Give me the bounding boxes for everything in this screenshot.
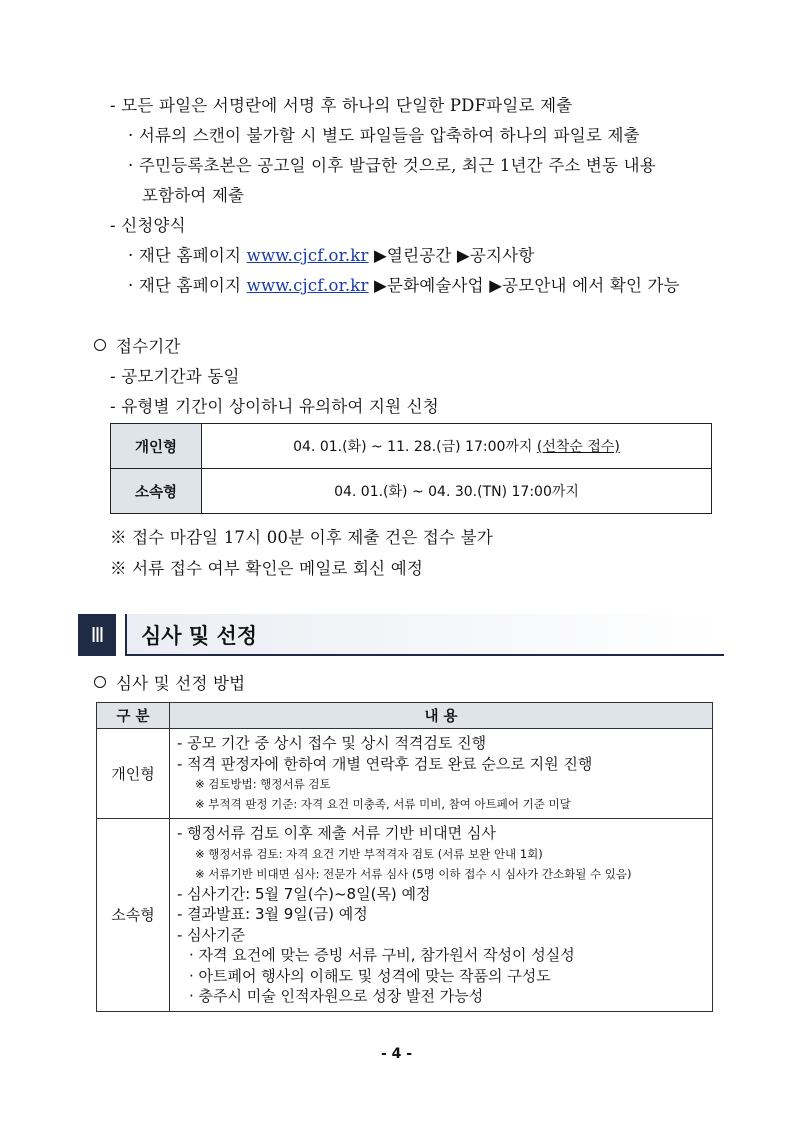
content-affiliated xyxy=(170,819,713,1012)
table-row xyxy=(111,424,712,469)
content-personal xyxy=(170,729,713,819)
period-text: 04. 01.(화) ~ 11. 28.(금) 17:00까지 xyxy=(293,439,537,455)
bullet-resident-record: · 주민등록초본은 공고일 이후 발급한 것으로, 최근 1년간 주소 변동 내용 xyxy=(128,156,656,175)
circle-bullet-icon xyxy=(94,339,106,351)
reception-heading-text: 접수기간 xyxy=(116,337,181,356)
bullet-text: ▶문화예술사업 ▶공모안내 에서 확인 가능 xyxy=(368,276,680,295)
content-line: - 공모 기간 중 상시 접수 및 상시 적격검토 진행 xyxy=(177,734,487,752)
content-line: - 심사기준 xyxy=(177,925,246,944)
circle-bullet-icon xyxy=(94,676,106,688)
reception-note-email: ※ 서류 접수 여부 확인은 메일로 회신 예정 xyxy=(110,559,424,578)
content-note: ※ 검토방법: 행정서류 검토 xyxy=(195,777,331,791)
row-label-personal: 개인형 xyxy=(111,424,202,469)
row-value-affiliated: 04. 01.(화) ~ 04. 30.(TN) 17:00까지 xyxy=(202,469,712,514)
reception-period-table xyxy=(110,423,712,514)
reception-heading xyxy=(94,333,181,357)
section-title-bar xyxy=(125,614,724,656)
homepage-link[interactable]: www.cjcf.or.kr xyxy=(246,276,369,295)
content-line: - 행정서류 검토 이후 제출 서류 기반 비대면 심사 xyxy=(177,824,496,842)
row-value-personal xyxy=(202,424,712,469)
content-line: - 적격 판정자에 한하여 개별 연락후 검토 완료 순으로 지원 진행 xyxy=(177,754,593,773)
section-number: Ⅲ xyxy=(78,614,116,656)
first-come-note: (선착순 접수) xyxy=(536,439,620,455)
section-title: 심사 및 선정 xyxy=(141,624,258,648)
reception-line-1: - 공모기간과 동일 xyxy=(110,367,240,386)
table-row xyxy=(97,729,713,819)
bullet-text: · 재단 홈페이지 xyxy=(128,246,247,265)
table-row xyxy=(97,819,713,1012)
content-note: ※ 부적격 판정 기준: 자격 요건 미충족, 서류 미비, 참여 아트페어 기준 미달 xyxy=(195,797,571,811)
content-note: ※ 서류기반 비대면 심사: 전문가 서류 심사 (5명 이하 접수 시 심사가 간소화될 수 있음) xyxy=(195,866,632,881)
bullet-text: ▶열린공간 ▶공지사항 xyxy=(368,246,535,265)
reception-line-2: - 유형별 기간이 상이하니 유의하여 지원 신청 xyxy=(110,397,439,416)
category-personal: 개인형 xyxy=(97,729,170,819)
criteria-item: · 아트페어 행사의 이해도 및 성격에 맞는 작품의 구성도 xyxy=(189,966,551,985)
bullet-resident-record-cont: 포함하여 제출 xyxy=(142,186,245,205)
column-header-content: 내 용 xyxy=(170,703,713,729)
bullet-scan-compress: · 서류의 스캔이 불가할 시 별도 파일들을 압축하여 하나의 파일로 제출 xyxy=(128,126,640,145)
table-row xyxy=(111,469,712,514)
bullet-homepage-notice xyxy=(128,242,534,266)
column-header-category: 구 분 xyxy=(97,703,170,729)
reception-note-deadline: ※ 접수 마감일 17시 00분 이후 제출 건은 접수 불가 xyxy=(110,528,493,547)
bullet-homepage-program xyxy=(128,272,680,296)
bullet-submit-pdf: - 모든 파일은 서명란에 서명 후 하나의 단일한 PDF파일로 제출 xyxy=(110,96,573,115)
homepage-link[interactable]: www.cjcf.or.kr xyxy=(246,246,369,265)
review-table xyxy=(96,702,713,1012)
content-line: - 심사기간: 5월 7일(수)~8일(목) 예정 xyxy=(177,884,431,903)
criteria-item: · 충주시 미술 인적자원으로 성장 발전 가능성 xyxy=(189,987,484,1005)
content-note: ※ 행정서류 검토: 자격 요건 기반 부적격자 검토 (서류 보완 안내 1회) xyxy=(195,846,543,861)
bullet-application-form: - 신청양식 xyxy=(110,216,186,235)
review-heading-text: 심사 및 선정 방법 xyxy=(116,674,246,693)
criteria-item: · 자격 요건에 맞는 증빙 서류 구비, 참가원서 작성이 성실성 xyxy=(189,946,575,964)
page-number: - 4 - xyxy=(380,1046,413,1062)
row-label-affiliated: 소속형 xyxy=(111,469,202,514)
review-heading xyxy=(94,670,245,694)
table-header-row xyxy=(97,703,713,729)
bullet-text: · 재단 홈페이지 xyxy=(128,276,247,295)
content-line: - 결과발표: 3월 9일(금) 예정 xyxy=(177,905,368,923)
category-affiliated: 소속형 xyxy=(97,819,170,1012)
section-header xyxy=(78,614,722,658)
